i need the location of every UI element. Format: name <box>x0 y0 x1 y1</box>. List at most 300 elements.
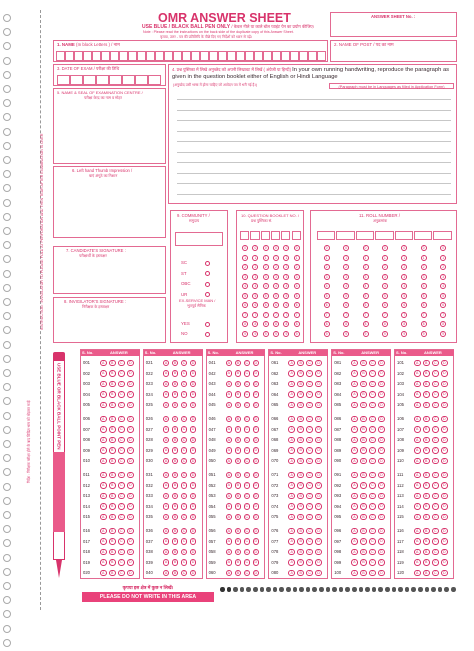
digit-bubble[interactable]: 4 <box>363 283 369 289</box>
answer-bubble[interactable]: B <box>360 482 367 489</box>
answer-bubble[interactable]: B <box>172 416 179 423</box>
answer-bubble[interactable]: B <box>109 437 116 444</box>
answer-bubble[interactable]: A <box>226 437 233 444</box>
answer-bubble[interactable]: C <box>182 381 186 386</box>
answer-bubble[interactable]: A <box>414 416 421 423</box>
answer-bubble[interactable]: C <box>308 504 311 508</box>
answer-bubble[interactable]: C <box>433 514 437 519</box>
answer-bubble[interactable]: A <box>226 391 233 398</box>
answer-bubble[interactable]: D <box>442 483 446 487</box>
digit-bubble[interactable]: 8 <box>440 321 446 327</box>
answer-bubble[interactable]: A <box>100 570 107 577</box>
community-option-bubble[interactable] <box>205 292 210 297</box>
digit-bubble[interactable]: 7 <box>294 312 300 318</box>
answer-bubble[interactable]: D <box>128 448 132 452</box>
answer-bubble[interactable]: D <box>317 483 320 487</box>
digit-bubble[interactable]: 5 <box>273 293 279 299</box>
digit-bubble[interactable]: 6 <box>343 302 349 308</box>
digit-bubble[interactable]: 6 <box>440 302 446 308</box>
answer-bubble[interactable]: A <box>226 514 233 521</box>
answer-bubble[interactable]: D <box>128 528 132 533</box>
answer-bubble[interactable]: B <box>360 472 367 479</box>
answer-bubble[interactable]: C <box>119 504 123 508</box>
digit-bubble[interactable]: 7 <box>363 312 369 318</box>
answer-bubble[interactable]: A <box>163 360 170 367</box>
answer-bubble[interactable]: C <box>308 427 311 431</box>
digit-bubble[interactable]: 8 <box>283 321 289 327</box>
answer-bubble[interactable]: B <box>423 426 430 433</box>
answer-bubble[interactable]: C <box>371 539 374 543</box>
digit-bubble[interactable]: 9 <box>363 331 369 337</box>
answer-bubble[interactable]: A <box>226 458 233 465</box>
answer-bubble[interactable]: C <box>371 448 374 452</box>
answer-bubble[interactable]: D <box>380 371 383 375</box>
answer-bubble[interactable]: D <box>317 560 320 564</box>
answer-bubble[interactable]: D <box>442 472 446 477</box>
digit-write-cell[interactable] <box>261 231 270 240</box>
answer-bubble[interactable]: B <box>423 493 430 500</box>
answer-bubble[interactable]: A <box>288 437 295 444</box>
answer-bubble[interactable]: A <box>100 493 107 500</box>
answer-bubble[interactable]: B <box>297 426 304 433</box>
digit-bubble[interactable]: 2 <box>283 264 289 270</box>
answer-bubble[interactable]: D <box>317 392 320 396</box>
answer-bubble[interactable]: A <box>226 416 233 423</box>
answer-bubble[interactable]: C <box>308 381 311 386</box>
digit-bubble[interactable]: 6 <box>382 302 388 308</box>
answer-bubble[interactable]: C <box>119 392 123 396</box>
answer-bubble[interactable]: B <box>109 426 116 433</box>
answer-bubble[interactable]: D <box>254 458 258 463</box>
answer-bubble[interactable]: B <box>172 514 179 521</box>
answer-bubble[interactable]: A <box>163 391 170 398</box>
answer-bubble[interactable]: B <box>172 538 179 545</box>
name-letter-cell[interactable] <box>56 51 65 61</box>
community-option-bubble[interactable] <box>205 261 210 266</box>
name-letter-cell[interactable] <box>209 51 218 61</box>
answer-bubble[interactable]: B <box>109 402 116 409</box>
answer-bubble[interactable]: B <box>423 402 430 409</box>
digit-bubble[interactable]: 3 <box>401 274 407 280</box>
answer-bubble[interactable]: C <box>308 360 311 365</box>
answer-bubble[interactable]: B <box>360 528 367 535</box>
answer-bubble[interactable]: D <box>191 549 195 554</box>
name-letter-cell[interactable] <box>227 51 236 61</box>
answer-bubble[interactable]: A <box>226 538 233 545</box>
answer-bubble[interactable]: B <box>423 447 430 454</box>
answer-bubble[interactable]: A <box>226 402 233 409</box>
digit-write-cell[interactable] <box>356 231 374 240</box>
answer-bubble[interactable]: C <box>433 493 437 498</box>
answer-bubble[interactable]: D <box>442 402 446 407</box>
answer-bubble[interactable]: B <box>235 514 242 521</box>
digit-bubble[interactable]: 1 <box>242 255 248 261</box>
answer-bubble[interactable]: C <box>308 437 311 442</box>
answer-bubble[interactable]: D <box>442 392 446 396</box>
answer-bubble[interactable]: D <box>380 416 383 421</box>
answer-bubble[interactable]: B <box>297 549 304 556</box>
digit-bubble[interactable]: 5 <box>263 293 269 299</box>
digit-bubble[interactable]: 6 <box>363 302 369 308</box>
answer-bubble[interactable]: C <box>433 483 437 487</box>
digit-bubble[interactable]: 3 <box>283 274 289 280</box>
answer-bubble[interactable]: A <box>100 381 107 388</box>
digit-bubble[interactable]: 5 <box>401 293 407 299</box>
answer-bubble[interactable]: D <box>254 560 258 564</box>
answer-bubble[interactable]: B <box>297 381 304 388</box>
answer-bubble[interactable]: D <box>254 371 258 375</box>
answer-bubble[interactable]: A <box>288 549 295 556</box>
answer-bubble[interactable]: A <box>351 458 358 465</box>
answer-bubble[interactable]: D <box>254 437 258 442</box>
answer-bubble[interactable]: A <box>100 559 107 566</box>
answer-bubble[interactable]: B <box>423 391 430 398</box>
answer-bubble[interactable]: D <box>191 570 195 575</box>
answer-bubble[interactable]: D <box>380 528 383 533</box>
answer-bubble[interactable]: A <box>226 360 233 367</box>
name-letter-cell[interactable] <box>137 51 146 61</box>
digit-bubble[interactable]: 2 <box>273 264 279 270</box>
answer-bubble[interactable]: A <box>226 528 233 535</box>
answer-bubble[interactable]: D <box>191 371 195 375</box>
answer-bubble[interactable]: C <box>182 528 186 533</box>
answer-bubble[interactable]: C <box>371 360 374 365</box>
answer-bubble[interactable]: A <box>351 437 358 444</box>
answer-bubble[interactable]: A <box>100 391 107 398</box>
answer-bubble[interactable]: C <box>371 416 374 421</box>
answer-bubble[interactable]: C <box>119 360 123 365</box>
answer-bubble[interactable]: D <box>442 514 446 519</box>
answer-bubble[interactable]: C <box>433 560 437 564</box>
answer-bubble[interactable]: C <box>245 371 249 375</box>
answer-bubble[interactable]: B <box>109 370 116 377</box>
answer-bubble[interactable]: A <box>288 416 295 423</box>
answer-bubble[interactable]: A <box>351 570 358 577</box>
answer-bubble[interactable]: C <box>308 570 311 575</box>
answer-bubble[interactable]: B <box>235 381 242 388</box>
answer-bubble[interactable]: C <box>308 493 311 498</box>
answer-bubble[interactable]: A <box>351 503 358 510</box>
digit-bubble[interactable]: 6 <box>263 302 269 308</box>
answer-bubble[interactable]: A <box>163 528 170 535</box>
digit-bubble[interactable]: 9 <box>401 331 407 337</box>
answer-bubble[interactable]: C <box>433 371 437 375</box>
name-letter-cell[interactable] <box>119 51 128 61</box>
answer-bubble[interactable]: B <box>172 391 179 398</box>
date-digit-cell[interactable] <box>135 75 148 85</box>
answer-bubble[interactable]: B <box>235 391 242 398</box>
answer-bubble[interactable]: A <box>288 559 295 566</box>
digit-bubble[interactable]: 7 <box>273 312 279 318</box>
answer-bubble[interactable]: A <box>414 458 421 465</box>
answer-bubble[interactable]: D <box>128 483 132 487</box>
answer-bubble[interactable]: B <box>297 538 304 545</box>
answer-bubble[interactable]: A <box>163 437 170 444</box>
answer-bubble[interactable]: D <box>128 539 132 543</box>
name-letter-cell[interactable] <box>92 51 101 61</box>
answer-bubble[interactable]: A <box>351 514 358 521</box>
digit-bubble[interactable]: 6 <box>324 302 330 308</box>
answer-bubble[interactable]: B <box>235 493 242 500</box>
answer-bubble[interactable]: C <box>433 549 437 554</box>
answer-bubble[interactable]: A <box>288 503 295 510</box>
answer-bubble[interactable]: A <box>226 559 233 566</box>
answer-bubble[interactable]: C <box>182 448 186 452</box>
answer-bubble[interactable]: D <box>317 528 320 533</box>
digit-bubble[interactable]: 8 <box>273 321 279 327</box>
answer-bubble[interactable]: D <box>191 514 195 519</box>
answer-bubble[interactable]: D <box>317 514 320 519</box>
answer-bubble[interactable]: B <box>235 416 242 423</box>
answer-bubble[interactable]: D <box>128 560 132 564</box>
digit-write-cell[interactable] <box>317 231 335 240</box>
answer-bubble[interactable]: D <box>254 427 258 431</box>
answer-bubble[interactable]: B <box>235 503 242 510</box>
date-digit-cell[interactable] <box>70 75 83 85</box>
digit-write-cell[interactable] <box>281 231 290 240</box>
answer-bubble[interactable]: C <box>245 360 249 365</box>
answer-bubble[interactable]: D <box>380 504 383 508</box>
answer-bubble[interactable]: A <box>226 370 233 377</box>
answer-bubble[interactable]: B <box>109 538 116 545</box>
answer-bubble[interactable]: D <box>380 427 383 431</box>
answer-bubble[interactable]: B <box>235 528 242 535</box>
answer-bubble[interactable]: C <box>182 458 186 463</box>
digit-bubble[interactable]: 4 <box>382 283 388 289</box>
answer-bubble[interactable]: D <box>380 560 383 564</box>
answer-bubble[interactable]: A <box>163 549 170 556</box>
digit-bubble[interactable]: 1 <box>440 255 446 261</box>
answer-bubble[interactable]: C <box>433 392 437 396</box>
name-letter-cell[interactable] <box>173 51 182 61</box>
digit-bubble[interactable]: 9 <box>421 331 427 337</box>
answer-bubble[interactable]: D <box>254 381 258 386</box>
digit-bubble[interactable]: 1 <box>263 255 269 261</box>
answer-bubble[interactable]: B <box>109 493 116 500</box>
answer-bubble[interactable]: B <box>297 528 304 535</box>
answer-bubble[interactable]: B <box>235 482 242 489</box>
answer-bubble[interactable]: A <box>100 472 107 479</box>
answer-bubble[interactable]: C <box>182 539 186 543</box>
answer-bubble[interactable]: B <box>172 447 179 454</box>
answer-bubble[interactable]: A <box>163 458 170 465</box>
digit-bubble[interactable]: 3 <box>252 274 258 280</box>
digit-write-cell[interactable] <box>395 231 413 240</box>
answer-bubble[interactable]: A <box>288 528 295 535</box>
digit-bubble[interactable]: 6 <box>273 302 279 308</box>
name-letter-cell[interactable] <box>308 51 317 61</box>
answer-bubble[interactable]: D <box>128 458 132 463</box>
answer-bubble[interactable]: B <box>360 514 367 521</box>
answer-bubble[interactable]: C <box>245 402 249 407</box>
answer-bubble[interactable]: C <box>245 458 249 463</box>
digit-bubble[interactable]: 6 <box>294 302 300 308</box>
answer-bubble[interactable]: C <box>308 371 311 375</box>
answer-bubble[interactable]: C <box>119 427 123 431</box>
answer-bubble[interactable]: A <box>414 528 421 535</box>
digit-write-cell[interactable] <box>414 231 432 240</box>
answer-bubble[interactable]: A <box>226 549 233 556</box>
answer-bubble[interactable]: B <box>109 360 116 367</box>
name-letter-cell[interactable] <box>83 51 92 61</box>
digit-bubble[interactable]: 5 <box>324 293 330 299</box>
answer-bubble[interactable]: B <box>360 549 367 556</box>
digit-bubble[interactable]: 3 <box>242 274 248 280</box>
answer-bubble[interactable]: D <box>254 493 258 498</box>
paragraph-lines[interactable] <box>177 91 451 201</box>
answer-bubble[interactable]: A <box>414 503 421 510</box>
answer-bubble[interactable]: A <box>414 549 421 556</box>
answer-bubble[interactable]: D <box>380 402 383 407</box>
name-letter-cell[interactable] <box>272 51 281 61</box>
answer-bubble[interactable]: C <box>308 483 311 487</box>
answer-bubble[interactable]: B <box>235 549 242 556</box>
answer-bubble[interactable]: D <box>128 493 132 498</box>
name-letter-cell[interactable] <box>299 51 308 61</box>
answer-bubble[interactable]: B <box>297 416 304 423</box>
answer-bubble[interactable]: B <box>109 482 116 489</box>
answer-bubble[interactable]: A <box>414 493 421 500</box>
digit-bubble[interactable]: 0 <box>401 245 407 251</box>
answer-bubble[interactable]: B <box>360 381 367 388</box>
digit-bubble[interactable]: 5 <box>421 293 427 299</box>
answer-bubble[interactable]: C <box>433 448 437 452</box>
answer-bubble[interactable]: C <box>245 514 249 519</box>
answer-bubble[interactable]: C <box>119 483 123 487</box>
answer-bubble[interactable]: D <box>380 458 383 463</box>
digit-bubble[interactable]: 0 <box>382 245 388 251</box>
name-letter-cell[interactable] <box>200 51 209 61</box>
answer-bubble[interactable]: D <box>254 504 258 508</box>
answer-bubble[interactable]: B <box>297 482 304 489</box>
digit-bubble[interactable]: 4 <box>343 283 349 289</box>
answer-bubble[interactable]: D <box>128 371 132 375</box>
answer-bubble[interactable]: A <box>163 447 170 454</box>
answer-bubble[interactable]: C <box>371 483 374 487</box>
digit-bubble[interactable]: 6 <box>283 302 289 308</box>
name-letter-cell[interactable] <box>254 51 263 61</box>
digit-bubble[interactable]: 4 <box>440 283 446 289</box>
answer-bubble[interactable]: D <box>442 458 446 463</box>
answer-bubble[interactable]: C <box>245 560 249 564</box>
digit-bubble[interactable]: 3 <box>263 274 269 280</box>
digit-write-cell[interactable] <box>250 231 259 240</box>
answer-bubble[interactable]: A <box>351 360 358 367</box>
answer-bubble[interactable]: A <box>226 503 233 510</box>
answer-bubble[interactable]: B <box>360 503 367 510</box>
answer-bubble[interactable]: C <box>371 549 374 554</box>
answer-bubble[interactable]: D <box>191 448 195 452</box>
answer-bubble[interactable]: C <box>182 392 186 396</box>
answer-bubble[interactable]: B <box>172 549 179 556</box>
answer-bubble[interactable]: B <box>423 416 430 423</box>
answer-bubble[interactable]: C <box>182 360 186 365</box>
answer-bubble[interactable]: C <box>182 493 186 498</box>
community-write-box[interactable] <box>175 232 223 246</box>
answer-bubble[interactable]: B <box>235 559 242 566</box>
digit-bubble[interactable]: 2 <box>252 264 258 270</box>
answer-bubble[interactable]: B <box>172 370 179 377</box>
answer-bubble[interactable]: C <box>371 514 374 519</box>
name-letter-cell[interactable] <box>101 51 110 61</box>
answer-bubble[interactable]: B <box>172 503 179 510</box>
answer-bubble[interactable]: A <box>100 402 107 409</box>
answer-bubble[interactable]: B <box>109 559 116 566</box>
answer-bubble[interactable]: A <box>414 570 421 577</box>
answer-bubble[interactable]: A <box>351 426 358 433</box>
answer-bubble[interactable]: A <box>100 549 107 556</box>
digit-bubble[interactable]: 1 <box>401 255 407 261</box>
answer-bubble[interactable]: D <box>128 570 132 575</box>
answer-bubble[interactable]: A <box>414 402 421 409</box>
answer-bubble[interactable]: C <box>371 371 374 375</box>
name-letter-cell[interactable] <box>182 51 191 61</box>
answer-bubble[interactable]: C <box>245 448 249 452</box>
digit-bubble[interactable]: 7 <box>263 312 269 318</box>
answer-bubble[interactable]: D <box>254 514 258 519</box>
answer-bubble[interactable]: D <box>191 483 195 487</box>
answer-bubble[interactable]: D <box>380 448 383 452</box>
digit-bubble[interactable]: 3 <box>382 274 388 280</box>
answer-bubble[interactable]: C <box>245 392 249 396</box>
answer-bubble[interactable]: C <box>245 472 249 477</box>
answer-bubble[interactable]: C <box>433 437 437 442</box>
answer-bubble[interactable]: C <box>371 504 374 508</box>
answer-bubble[interactable]: C <box>245 437 249 442</box>
answer-bubble[interactable]: D <box>191 437 195 442</box>
answer-bubble[interactable]: B <box>235 426 242 433</box>
digit-bubble[interactable]: 9 <box>294 331 300 337</box>
answer-bubble[interactable]: C <box>245 493 249 498</box>
answer-bubble[interactable]: C <box>371 570 374 575</box>
digit-bubble[interactable]: 2 <box>324 264 330 270</box>
digit-write-cell[interactable] <box>240 231 249 240</box>
answer-bubble[interactable]: A <box>163 493 170 500</box>
answer-bubble[interactable]: D <box>128 504 132 508</box>
answer-bubble[interactable]: D <box>442 427 446 431</box>
answer-bubble[interactable]: B <box>235 458 242 465</box>
answer-bubble[interactable]: D <box>380 539 383 543</box>
answer-bubble[interactable]: C <box>308 458 311 463</box>
answer-bubble[interactable]: D <box>380 381 383 386</box>
answer-bubble[interactable]: D <box>380 472 383 477</box>
answer-bubble[interactable]: B <box>360 458 367 465</box>
digit-bubble[interactable]: 4 <box>242 283 248 289</box>
answer-bubble[interactable]: D <box>380 549 383 554</box>
name-letter-cell[interactable] <box>110 51 119 61</box>
answer-bubble[interactable]: C <box>371 402 374 407</box>
answer-bubble[interactable]: D <box>128 437 132 442</box>
digit-bubble[interactable]: 1 <box>382 255 388 261</box>
digit-bubble[interactable]: 3 <box>294 274 300 280</box>
answer-bubble[interactable]: D <box>191 458 195 463</box>
answer-bubble[interactable]: B <box>172 570 179 577</box>
answer-bubble[interactable]: B <box>297 402 304 409</box>
answer-bubble[interactable]: C <box>182 514 186 519</box>
digit-bubble[interactable]: 0 <box>283 245 289 251</box>
answer-bubble[interactable]: A <box>163 426 170 433</box>
answer-bubble[interactable]: D <box>254 539 258 543</box>
answer-bubble[interactable]: A <box>351 493 358 500</box>
answer-bubble[interactable]: C <box>182 504 186 508</box>
answer-bubble[interactable]: C <box>433 381 437 386</box>
answer-bubble[interactable]: A <box>414 391 421 398</box>
answer-bubble[interactable]: A <box>414 426 421 433</box>
digit-bubble[interactable]: 5 <box>440 293 446 299</box>
answer-bubble[interactable]: B <box>423 360 430 367</box>
digit-bubble[interactable]: 6 <box>252 302 258 308</box>
digit-bubble[interactable]: 4 <box>324 283 330 289</box>
